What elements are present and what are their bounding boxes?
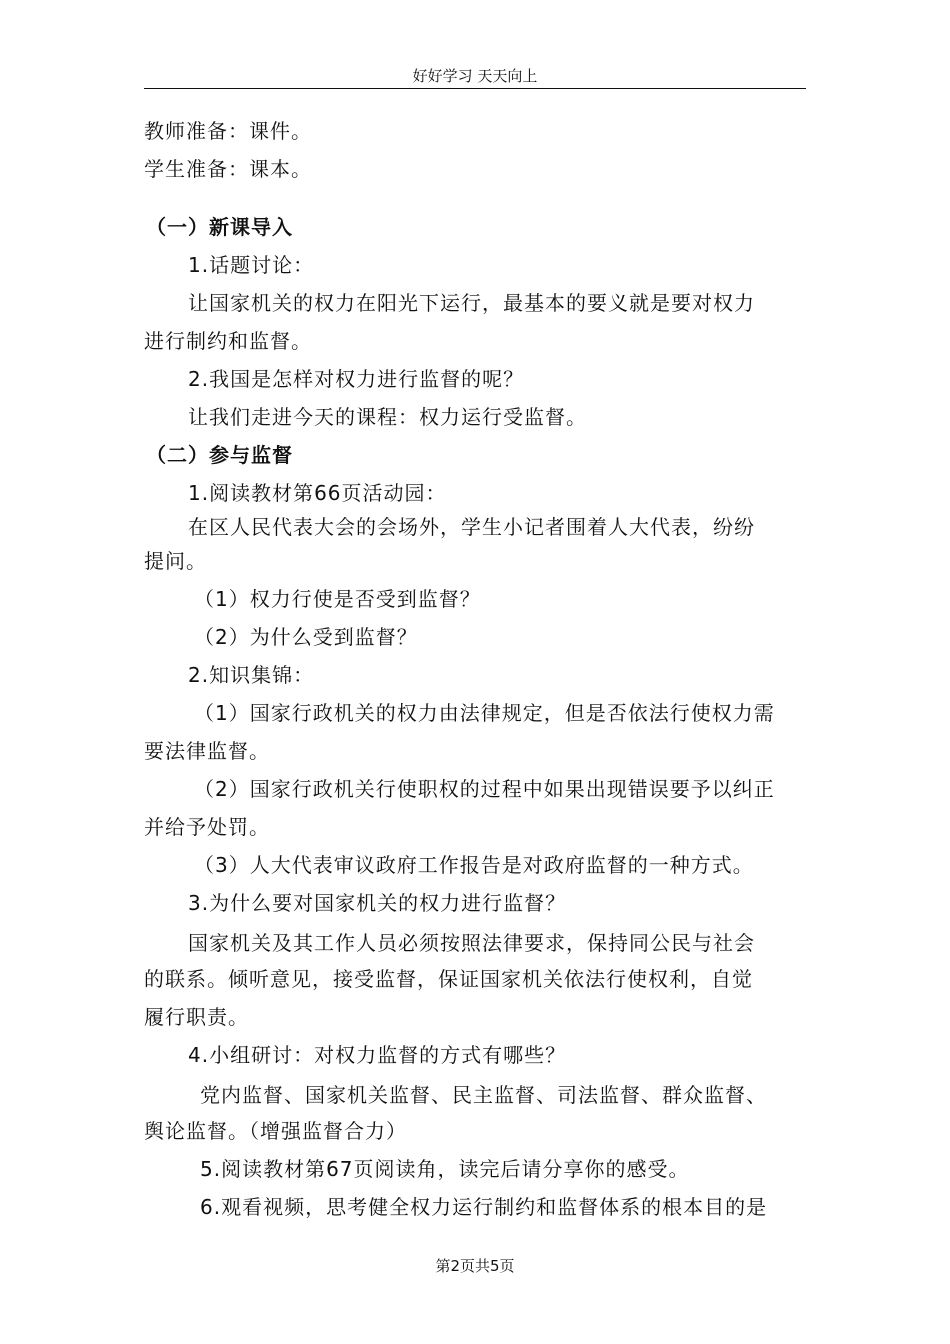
paragraph-line: 5.阅读教材第67页阅读角，读完后请分享你的感受。 — [200, 1157, 690, 1181]
paragraph-line: 并给予处罚。 — [144, 815, 270, 839]
paragraph-line: 的联系。倾听意见，接受监督，保证国家机关依法行使权利，自觉 — [144, 967, 753, 991]
paragraph-line: 党内监督、国家机关监督、民主监督、司法监督、群众监督、 — [200, 1083, 767, 1107]
paragraph-line: 2.我国是怎样对权力进行监督的呢？ — [188, 367, 525, 391]
paragraph-line: （1）国家行政机关的权力由法律规定，但是否依法行使权力需 — [194, 701, 775, 725]
teacher-prep: 教师准备：课件。 — [144, 119, 312, 143]
paragraph-line: 提问。 — [144, 549, 207, 573]
paragraph-line: （2）为什么受到监督？ — [194, 625, 418, 649]
header-divider — [144, 88, 806, 89]
page-footer: 第2页共5页 — [435, 1257, 515, 1275]
paragraph-line: 6.观看视频，思考健全权力运行制约和监督体系的根本目的是 — [200, 1195, 768, 1219]
section-heading-supervision: （二）参与监督 — [146, 443, 293, 467]
paragraph-line: 进行制约和监督。 — [144, 329, 312, 353]
paragraph-line: 2.知识集锦： — [188, 663, 315, 687]
section-heading-intro: （一）新课导入 — [146, 215, 293, 239]
paragraph-line: 让我们走进今天的课程：权力运行受监督。 — [188, 405, 587, 429]
paragraph-line: （2）国家行政机关行使职权的过程中如果出现错误要予以纠正 — [194, 777, 775, 801]
student-prep: 学生准备：课本。 — [144, 157, 312, 181]
paragraph-line: 舆论监督。（增强监督合力） — [144, 1119, 407, 1143]
page-header: 好好学习 天天向上 — [412, 67, 538, 85]
paragraph-line: （3）人大代表审议政府工作报告是对政府监督的一种方式。 — [194, 853, 754, 877]
paragraph-line: 国家机关及其工作人员必须按照法律要求，保持同公民与社会 — [188, 931, 755, 955]
paragraph-line: 履行职责。 — [144, 1005, 249, 1029]
paragraph-line: 3.为什么要对国家机关的权力进行监督？ — [188, 891, 567, 915]
paragraph-line: （1）权力行使是否受到监督？ — [194, 587, 481, 611]
paragraph-line: 4.小组研讨：对权力监督的方式有哪些？ — [188, 1043, 567, 1067]
paragraph-line: 1.话题讨论： — [188, 253, 315, 277]
paragraph-line: 1.阅读教材第66页活动园： — [188, 481, 447, 505]
paragraph-line: 在区人民代表大会的会场外，学生小记者围着人大代表，纷纷 — [188, 515, 755, 539]
paragraph-line: 让国家机关的权力在阳光下运行，最基本的要义就是要对权力 — [188, 291, 755, 315]
paragraph-line: 要法律监督。 — [144, 739, 270, 763]
